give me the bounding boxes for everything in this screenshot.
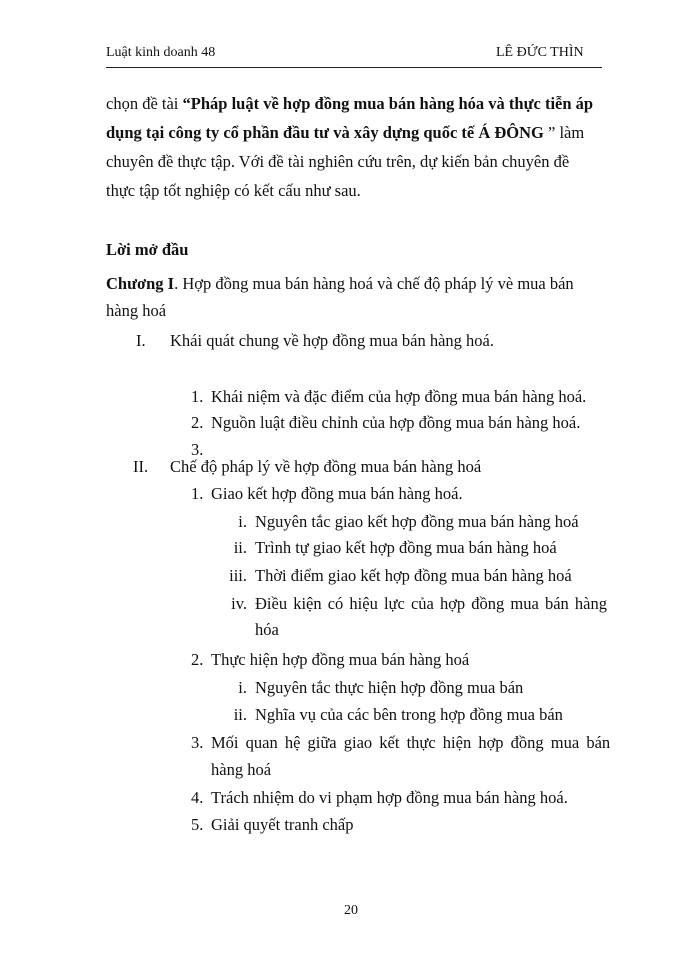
section-1-title: Khái quát chung về hợp đồng mua bán hàng hoá. bbox=[170, 331, 494, 350]
sec1-item-2-text: Nguồn luật điều chỉnh của hợp đồng mua bán hàng hoá. bbox=[211, 413, 581, 432]
sub-2-i-number: i. bbox=[238, 678, 247, 697]
header-left: Luật kinh doanh 48 bbox=[106, 45, 216, 60]
preface-heading: Lời mở đầu bbox=[106, 240, 189, 259]
sub-1-iv-number: iv. bbox=[231, 594, 247, 613]
intro-line-4: thực tập tốt nghiệp có kết cấu như sau. bbox=[106, 181, 361, 200]
sec2-item-2-number: 2. bbox=[191, 650, 204, 669]
header-divider bbox=[106, 67, 602, 68]
sub-2-ii-text: Nghĩa vụ của các bên trong hợp đồng mua bán bbox=[255, 705, 563, 724]
sec2-item-1-number: 1. bbox=[191, 484, 204, 503]
sub-1-i-text: Nguyên tắc giao kết hợp đồng mua bán hàng hoá bbox=[255, 512, 579, 531]
chapter-1-title: . Hợp đồng mua bán hàng hoá và chế độ pháp lý vè mua bán bbox=[174, 274, 574, 293]
page-number: 20 bbox=[344, 903, 358, 918]
sub-2-ii-number: ii. bbox=[233, 705, 247, 724]
chapter-1-label: Chương I bbox=[106, 274, 175, 293]
sec1-item-3-number: 3. bbox=[191, 440, 204, 459]
sec2-item-4-number: 4. bbox=[191, 788, 204, 807]
sec1-item-1-number: 1. bbox=[191, 387, 204, 406]
chapter-1-title-cont: hàng hoá bbox=[106, 301, 167, 320]
sub-1-iv-text: Điều kiện có hiệu lực của hợp đồng mua bán hàng bbox=[255, 594, 607, 613]
topic-title: “Pháp luật về hợp đồng mua bán hàng hóa và thực tiễn áp bbox=[182, 94, 594, 113]
section-2-number: II. bbox=[133, 457, 149, 476]
sec2-item-5-text: Giải quyết tranh chấp bbox=[211, 815, 354, 834]
section-1-number: I. bbox=[136, 331, 146, 350]
sec2-item-1-text: Giao kết hợp đồng mua bán hàng hoá. bbox=[211, 484, 463, 503]
header-right: LÊ ĐỨC THÌN bbox=[496, 45, 584, 60]
sub-2-i-text: Nguyên tắc thực hiện hợp đồng mua bán bbox=[255, 678, 524, 697]
sec1-item-2-number: 2. bbox=[191, 413, 204, 432]
topic-title-cont: dụng tại công ty cổ phần đầu tư và xây dựng quốc tế Á ĐÔNG bbox=[106, 123, 544, 142]
intro-line-2: dụng tại công ty cổ phần đầu tư và xây dựng quốc tế Á ĐÔNG ” làm bbox=[106, 123, 585, 142]
sub-1-iii-number: iii. bbox=[229, 566, 247, 585]
sec2-item-3-number: 3. bbox=[191, 733, 204, 752]
sub-1-i-number: i. bbox=[238, 512, 247, 531]
intro-line-1: chọn đề tài “Pháp luật về hợp đồng mua bán hàng hóa và thực tiễn áp bbox=[106, 94, 594, 113]
sub-1-ii-text: Trình tự giao kết hợp đồng mua bán hàng hoá bbox=[255, 538, 557, 557]
sub-1-ii-number: ii. bbox=[233, 538, 247, 557]
sec2-item-4-text: Trách nhiệm do vi phạm hợp đồng mua bán hàng hoá. bbox=[211, 788, 568, 807]
intro-paragraph bbox=[106, 89, 602, 205]
sec2-item-3-text-cont: hàng hoá bbox=[211, 760, 272, 779]
intro-line-3: chuyên đề thực tập. Với đề tài nghiên cứu trên, dự kiến bản chuyên đề bbox=[106, 152, 570, 171]
section-2-title: Chế độ pháp lý về hợp đồng mua bán hàng hoá bbox=[170, 457, 482, 476]
sub-1-iii-text: Thời điểm giao kết hợp đồng mua bán hàng hoá bbox=[255, 566, 572, 585]
chapter-1-heading bbox=[106, 274, 602, 294]
sec2-item-2-text: Thực hiện hợp đồng mua bán hàng hoá bbox=[211, 650, 470, 669]
sec2-item-3-text: Mối quan hệ giữa giao kết thực hiện hợp đồng mua bán bbox=[211, 733, 611, 752]
sub-1-iv-text-cont: hóa bbox=[255, 620, 279, 639]
sec2-item-5-number: 5. bbox=[191, 815, 204, 834]
sec1-item-1-text: Khái niệm và đặc điểm của hợp đồng mua bán hàng hoá. bbox=[211, 387, 587, 406]
